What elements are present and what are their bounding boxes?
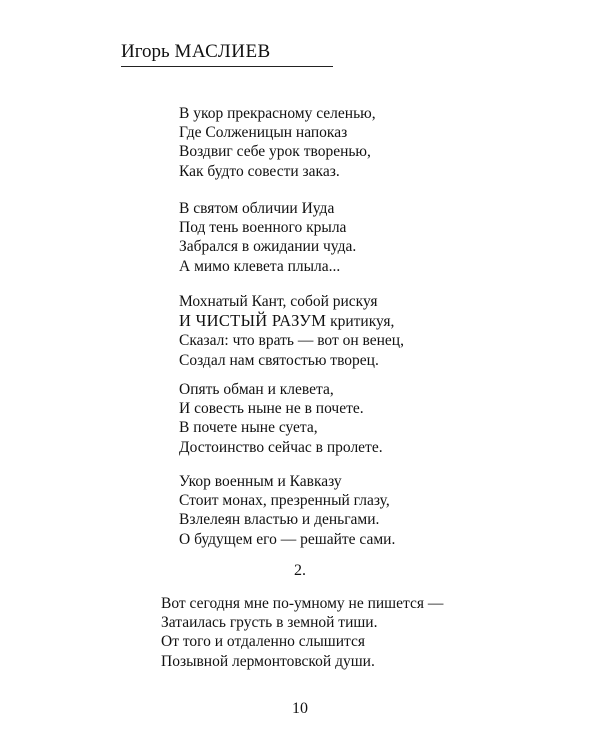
poem-line: Сказал: что врать — вот он венец,: [179, 332, 404, 350]
poem-line: Мохнатый Кант, собой рискуя: [179, 293, 378, 310]
stanza-part-2: [161, 594, 443, 671]
stanza-4: [179, 380, 383, 457]
author-first-name: Игорь: [121, 41, 170, 62]
poem-line: Под тень военного крыла: [179, 219, 347, 237]
poem-line: Стоит монах, презренный глазу,: [179, 492, 390, 510]
poem-line: Взлелеян властью и деньгами.: [179, 511, 380, 529]
stanza-2: [179, 199, 356, 276]
poem-line: Достоинство сейчас в пролете.: [179, 438, 383, 456]
poem-line: Позывной лермонтовской души.: [161, 652, 375, 670]
poem-line: И совесть ныне не в почете.: [179, 400, 364, 418]
poem-line-rest: критикуя,: [326, 313, 395, 331]
stanza-5: [179, 472, 395, 549]
poem-line: О будущем его — решайте сами.: [179, 530, 396, 548]
poem-line: Воздвиг себе урок творенью,: [179, 143, 371, 161]
running-header: [121, 40, 333, 67]
page-number: 10: [292, 700, 308, 717]
poem-line: От того и отдаленно слышится: [161, 633, 366, 651]
poem-line: Опять обман и клевета,: [179, 381, 334, 398]
stanza-1: [179, 104, 376, 181]
part-number: 2.: [294, 562, 306, 579]
poem-line: Вот сегодня мне по-умному не пишется —: [161, 595, 444, 612]
author-last-name: МАСЛИЕВ: [174, 41, 271, 62]
capitalized-phrase: И ЧИСТЫЙ РАЗУМ: [179, 311, 327, 331]
poem-line: Создал нам святостью творец.: [179, 351, 379, 369]
poem-line: Где Солженицын напоказ: [179, 124, 348, 142]
poem-line: В святом обличии Иуда: [179, 200, 335, 217]
poem-line: Укор военным и Кавказу: [179, 473, 342, 490]
poem-line: В укор прекрасному селенью,: [179, 105, 376, 122]
poem-line: Как будто совести заказ.: [179, 162, 340, 180]
poem-line: Затаилась грусть в земной тиши.: [161, 614, 378, 632]
poem-line: А мимо клевета плыла...: [179, 257, 341, 275]
poem-line: В почете ныне суета,: [179, 419, 318, 437]
stanza-3: [179, 292, 404, 370]
poem-line: Забрался в ожидании чуда.: [179, 238, 357, 256]
poem-line: [179, 311, 404, 331]
